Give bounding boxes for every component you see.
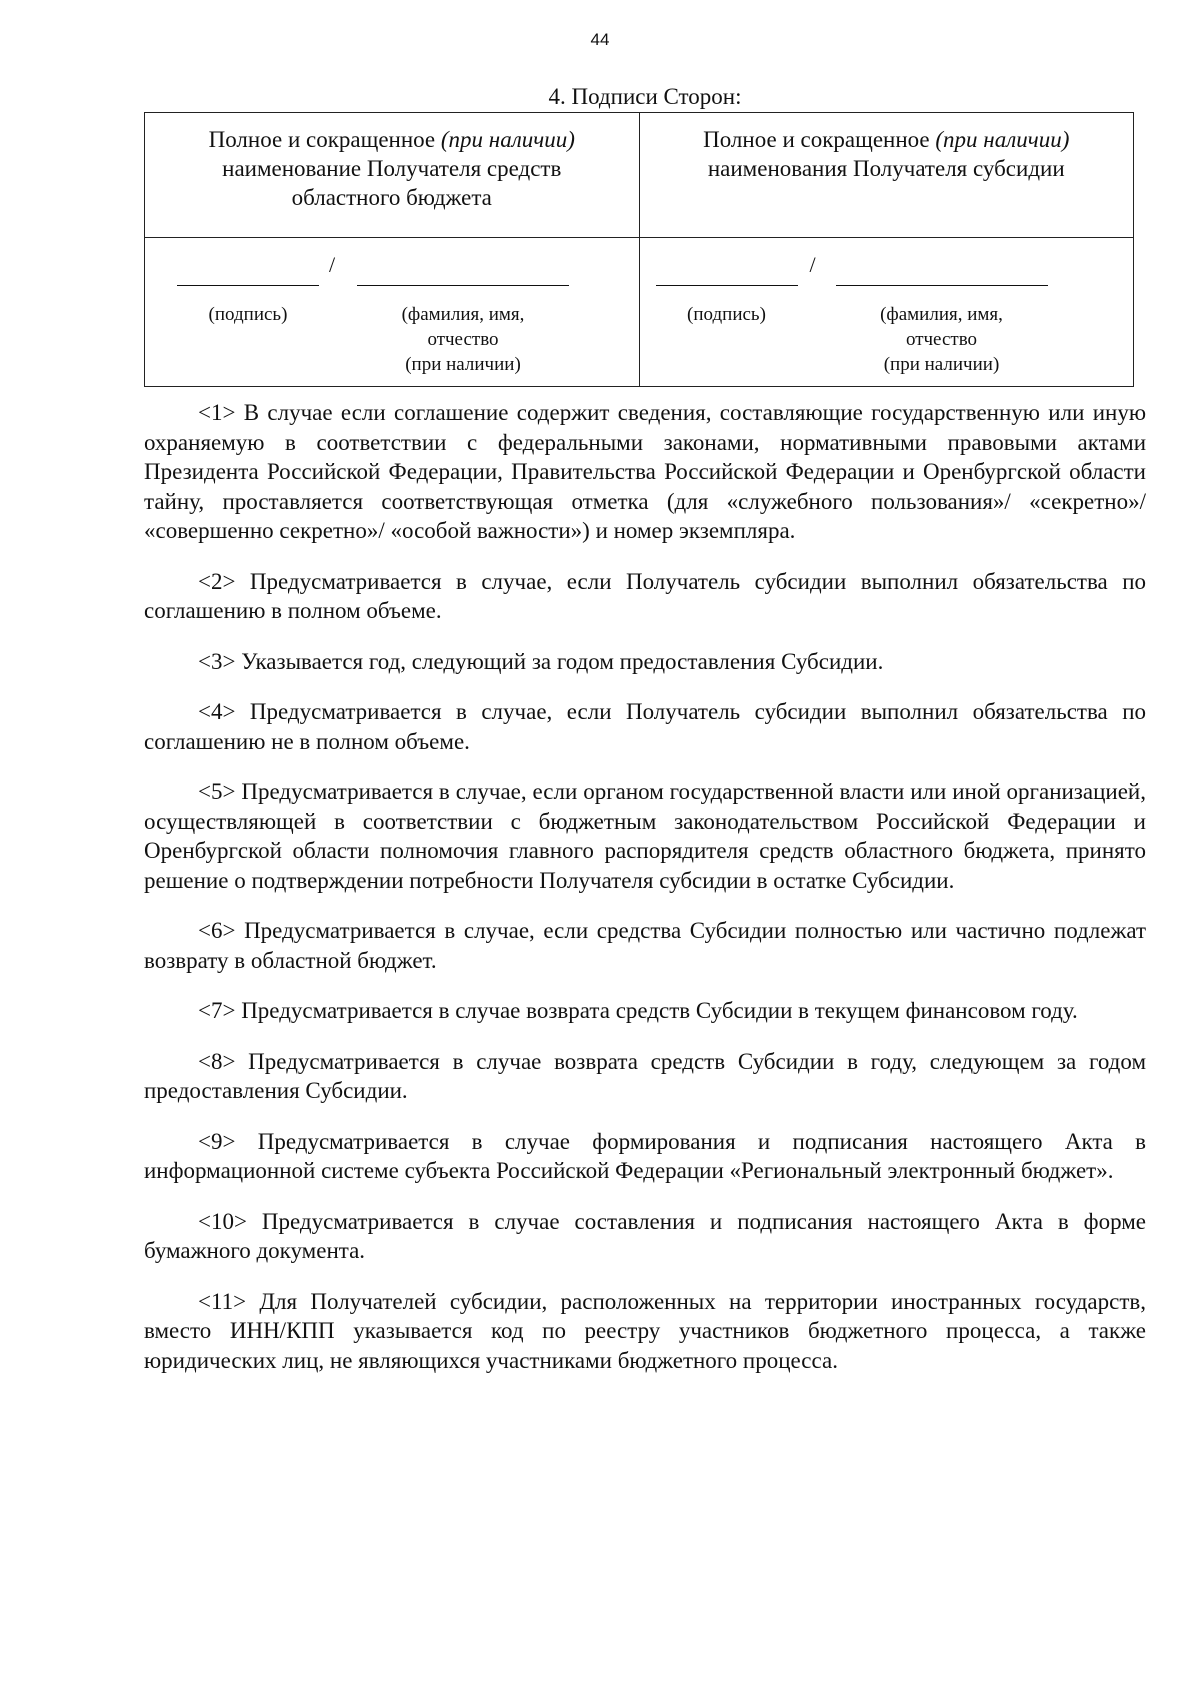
signatures-table [144,112,1134,387]
footnote-2: <2> Предусматривается в случае, если Получатель субсидии выполнил обязательства по соглашению в полном объеме. [144,568,1146,623]
right-header-italic: (при наличии) [935,127,1070,152]
left-signature-line [177,285,319,286]
footnote-4: <4> Предусматривается в случае, если Получатель субсидии выполнил обязательства по соглашению не в полном объеме. [144,699,1146,754]
right-name-caption-line2: отчество [905,329,978,350]
right-signature-caption: (подпись) [687,304,766,325]
footnote-11: <11> Для Получателей субсидии, расположенных на территории иностранных государств, вместо ИНН/КПП указывается код по реестру участников бюджетного процесса, а также юридических лиц, не являющихся участниками бюджетного процесса. [144,1288,1146,1373]
right-signature-cell [639,238,1134,387]
right-name-caption-line3: (при наличии) [883,354,1000,375]
left-header-prefix: Полное и сокращенное [208,127,441,152]
footnote-6: <6> Предусматривается в случае, если средства Субсидии полностью или частично подлежат возврату в областной бюджет. [144,918,1146,973]
left-name-line [357,285,569,286]
footnote-7: <7> Предусматривается в случае возврата средств Субсидии в текущем финансовом году. [198,998,1078,1023]
footnote-9: <9> Предусматривается в случае формирования и подписания настоящего Акта в информационной системе субъекта Российской Федерации «Региональный электронный бюджет». [144,1128,1146,1183]
right-signature-line [656,285,798,286]
right-header-cell [639,113,1134,238]
left-name-caption-line2: отчество [427,329,499,350]
footnote-1: <1> В случае если соглашение содержит сведения, составляющие государственную или иную охраняемую в соответствии с федеральными законами, нормативными правовыми актами Президента Российской Федерации, Правительства Российской Федерации и Оренбургской области тайну, проставляется соответствующая отметка (для «служебного пользования»/ «секретно»/ «совершенно секретно»/ «особой важности») и номер экземпляра. [144,400,1146,543]
right-header-line1 [640,125,1134,154]
left-slash: / [329,252,336,277]
right-slash: / [809,252,816,277]
right-name-caption-line1: (фамилия, имя, [880,304,1003,325]
right-name-caption [836,302,1048,377]
page-number: 44 [590,30,610,49]
left-name-caption-line3: (при наличии) [405,354,521,375]
left-header-cell [145,113,640,238]
section-title: 4. Подписи Сторон: [548,84,742,109]
footnote-10: <10> Предусматривается в случае составления и подписания настоящего Акта в форме бумажного документа. [144,1208,1146,1263]
left-signature-caption: (подпись) [208,304,288,325]
left-header-line1 [145,125,639,154]
footnotes [144,398,1146,1396]
right-name-line [836,285,1048,286]
footnote-8: <8> Предусматривается в случае возврата средств Субсидии в году, следующем за годом предоставления Субсидии. [144,1048,1146,1103]
footnote-5: <5> Предусматривается в случае, если органом государственной власти или иной организацией, осуществляющей в соответствии с бюджетным законодательством Российской Федерации и Оренбургской области полномочия главного распорядителя средств областного бюджета, принято решение о подтверждении потребности Получателя субсидии в остатке Субсидии. [144,779,1146,893]
left-name-caption [357,302,569,377]
left-header-line3: областного бюджета [291,185,492,210]
right-header-line2: наименования Получателя субсидии [707,156,1065,181]
left-name-caption-line1: (фамилия, имя, [401,304,525,325]
left-header-line2: наименование Получателя средств [222,156,562,181]
left-header-italic: (при наличии) [440,127,575,152]
right-header-prefix: Полное и сокращенное [703,127,936,152]
left-signature-cell [145,238,640,387]
footnote-3: <3> Указывается год, следующий за годом предоставления Субсидии. [198,648,884,674]
